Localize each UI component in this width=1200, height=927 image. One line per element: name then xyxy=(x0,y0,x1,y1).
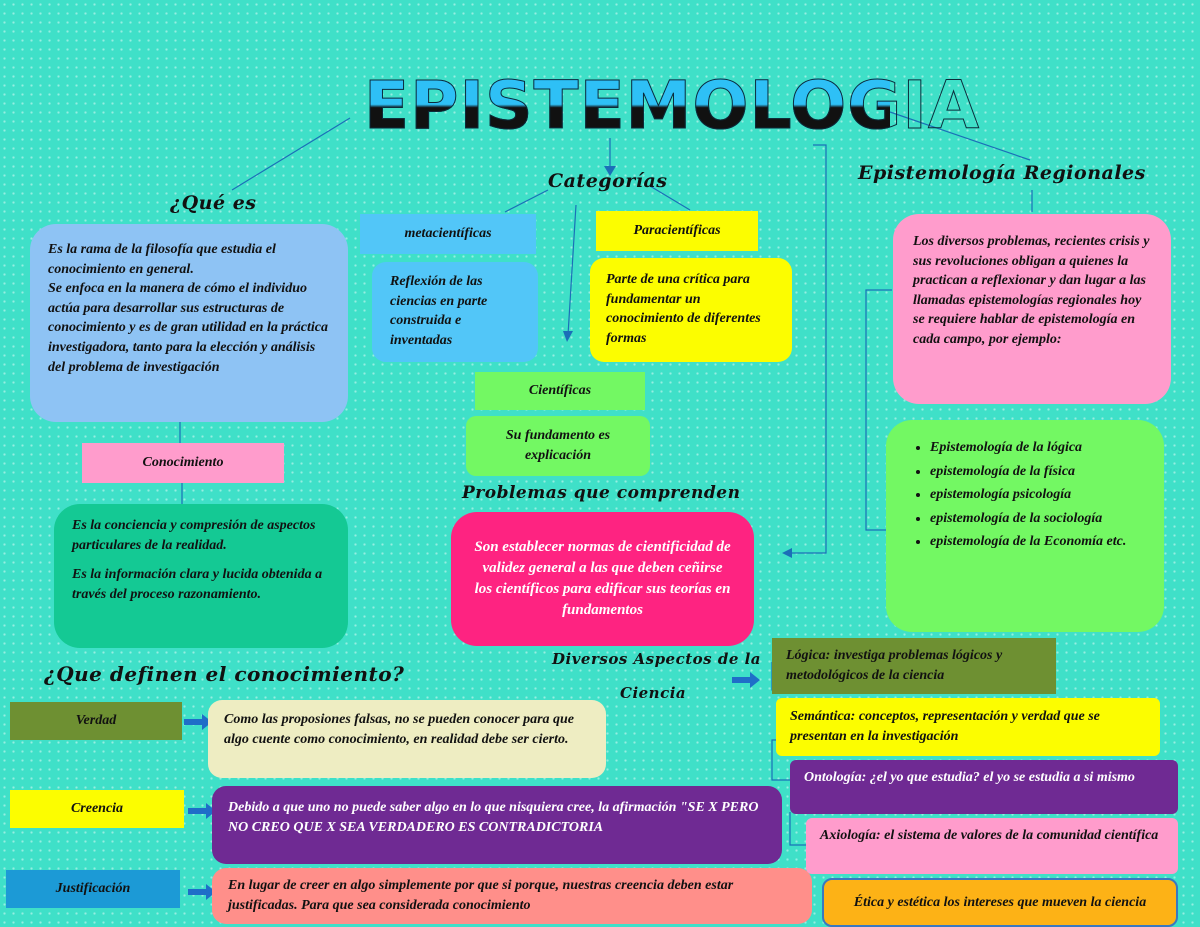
metacientificas-label: metacientíficas xyxy=(360,214,536,254)
creencia-desc-box: Debido a que uno no puede saber algo en lo que nisquiera cree, la afirmación "SE X PERO NO CREO QUE X SEA VERDADERO ES CONTRADICTORIA xyxy=(212,786,782,864)
cientificas-label: Científicas xyxy=(475,372,645,410)
conocimiento-paragraph-1: Es la conciencia y compresión de aspectos particulares de la realidad. xyxy=(72,518,316,553)
aspecto-logica-box: Lógica: investiga problemas lógicos y metodológicos de la ciencia xyxy=(772,638,1056,694)
aspecto-semantica-box: Semántica: conceptos, representación y verdad que se presentan en la investigación xyxy=(776,698,1160,756)
aspecto-axiologia-box: Axiología: el sistema de valores de la comunidad científica xyxy=(806,818,1178,874)
heading-regionales: Epistemología Regionales xyxy=(858,162,1146,184)
verdad-desc-box: Como las proposiones falsas, no se pueden conocer para que algo cuente como conocimiento, en realidad debe ser cierto. xyxy=(208,700,606,778)
cientificas-desc-box: Su fundamento es explicación xyxy=(466,416,650,476)
aspectos-arrow-icon xyxy=(730,670,762,690)
heading-categorias: Categorías xyxy=(548,170,668,192)
heading-problemas: Problemas que comprenden xyxy=(462,483,741,503)
heading-aspectos-line1: Diversos Aspectos de la xyxy=(552,650,762,668)
paracientificas-desc-box: Parte de una crítica para fundamentar un conocimiento de diferentes formas xyxy=(590,258,792,362)
regionales-list-item: • epistemología de la sociología xyxy=(930,509,1152,529)
conocimiento-label: Conocimiento xyxy=(82,443,284,483)
paracientificas-label: Paracientíficas xyxy=(596,211,758,251)
metacientificas-desc-box: Reflexión de las ciencias en parte construida e inventadas xyxy=(372,262,538,362)
regionales-list-item: • Epistemología de la lógica xyxy=(930,438,1152,458)
main-title: EPISTEMOLOGIA xyxy=(364,67,981,144)
justificacion-label: Justificación xyxy=(6,870,180,908)
problemas-box: Son establecer normas de cientificidad de validez general a las que deben ceñirse los científicos para edificar sus teorías en fundamentos xyxy=(451,512,754,646)
heading-que-es: ¿Qué es xyxy=(170,192,257,214)
regionales-list-item: • epistemología de la física xyxy=(930,462,1152,482)
creencia-label: Creencia xyxy=(10,790,184,828)
regionales-intro-box: Los diversos problemas, recientes crisis y sus revoluciones obligan a quienes la practican a reflexionar y dan lugar a las llamadas epistemologías regionales hoy se requiere hablar de epistemología en cada campo, por ejemplo: xyxy=(893,214,1171,404)
regionales-list-item: • epistemología de la Economía etc. xyxy=(930,532,1152,552)
justificacion-desc-box: En lugar de creer en algo simplemente por que si porque, nuestras creencia deben estar justificadas. Para que sea considerada conocimiento xyxy=(212,868,812,924)
verdad-label: Verdad xyxy=(10,702,182,740)
heading-definen: ¿Que definen el conocimiento? xyxy=(44,662,405,686)
conocimiento-paragraph-2: Es la información clara y lucida obtenida a través del proceso razonamiento. xyxy=(72,567,323,602)
regionales-list-box xyxy=(886,420,1164,632)
conocimiento-box xyxy=(54,504,348,648)
aspecto-ontologia-box: Ontología: ¿el yo que estudia? el yo se estudia a si mismo xyxy=(790,760,1178,814)
heading-aspectos-line2: Ciencia xyxy=(620,684,687,702)
que-es-definition-box: Es la rama de la filosofía que estudia el conocimiento en general. Se enfoca en la manera de cómo el individuo actúa para desarrollar sus estructuras de conocimiento y es de gran utilidad en la práctica investigadora, tanto para la elección y análisis del problema de investigación xyxy=(30,224,348,422)
aspecto-etica-box: Ética y estética los intereses que mueven la ciencia xyxy=(822,878,1178,927)
regionales-list-item: • epistemología psicología xyxy=(930,485,1152,505)
